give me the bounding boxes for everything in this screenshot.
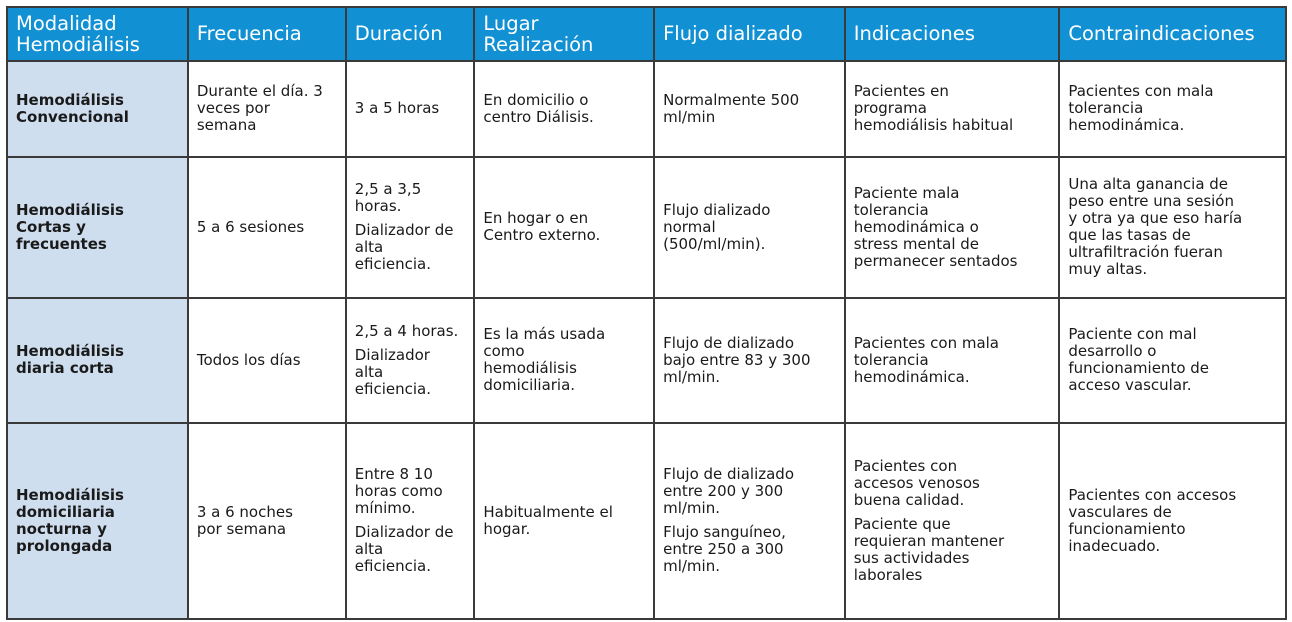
- cell-contraindicaciones: [1059, 61, 1286, 157]
- cell-indicaciones: [845, 423, 1060, 619]
- cell-text: Pacientes con mala tolerancia hemodinámica.: [853, 333, 1000, 386]
- cell-text: Entre 8 10 horas como mínimo.: [354, 465, 443, 517]
- row-modalidad: Hemodiálisis Cortas y frecuentes: [7, 157, 188, 298]
- cell-text: 3 a 5 horas: [354, 99, 440, 117]
- cell-frecuencia: [188, 61, 346, 157]
- header-frecuencia: Frecuencia: [188, 7, 346, 61]
- cell-duracion: [346, 298, 475, 423]
- cell-text: Todos los días: [196, 350, 301, 369]
- cell-text: Una alta ganancia de peso entre una sesión y otra ya que eso haría que las tasas de ultrafiltración fueran muy altas.: [1068, 175, 1243, 278]
- cell-frecuencia: [188, 423, 346, 619]
- header-modalidad: Modalidad Hemodiálisis: [7, 7, 188, 61]
- cell-text: Flujo de dializado bajo entre 83 y 300 ml/min.: [663, 333, 811, 386]
- cell-contraindicaciones: [1059, 157, 1286, 298]
- table-row: [7, 61, 1286, 157]
- cell-text: Flujo sanguíneo, entre 250 a 300 ml/min.: [663, 523, 786, 575]
- cell-text: 2,5 a 4 horas.: [354, 321, 459, 340]
- cell-duracion: [346, 423, 475, 619]
- cell-flujo: [654, 157, 845, 298]
- cell-indicaciones: [845, 61, 1060, 157]
- header-contraindicaciones: Contraindicaciones: [1059, 7, 1286, 61]
- cell-flujo: [654, 61, 845, 157]
- cell-lugar: [474, 298, 654, 423]
- cell-contraindicaciones: [1059, 298, 1286, 423]
- cell-text: 3 a 6 noches por semana: [196, 502, 293, 538]
- cell-lugar: [474, 157, 654, 298]
- cell-text: Pacientes con mala tolerancia hemodinámica.: [1068, 82, 1214, 134]
- cell-text: Paciente con mal desarrollo o funcionamiento de acceso vascular.: [1068, 325, 1210, 394]
- table-row: [7, 157, 1286, 298]
- cell-text: Pacientes con accesos venosos buena calidad.: [853, 456, 980, 509]
- hemodialysis-modalities-table: [6, 6, 1287, 620]
- cell-flujo: [654, 298, 845, 423]
- cell-text: Normalmente 500 ml/min: [663, 90, 800, 126]
- header-row: [7, 7, 1286, 61]
- cell-indicaciones: [845, 298, 1060, 423]
- row-modalidad: Hemodiálisis Convencional: [7, 61, 188, 157]
- table-row: [7, 298, 1286, 423]
- cell-text: Flujo de dializado entre 200 y 300 ml/min.: [663, 465, 795, 517]
- cell-text: 5 a 6 sesiones: [196, 217, 305, 236]
- cell-text: En hogar o en Centro externo.: [483, 209, 601, 244]
- cell-lugar: [474, 423, 654, 619]
- table-row: [7, 423, 1286, 619]
- cell-text: Paciente mala tolerancia hemodinámica o stress mental de permanecer sentados: [853, 183, 1018, 270]
- header-duracion: Duración: [346, 7, 475, 61]
- row-modalidad: Hemodiálisis diaria corta: [7, 298, 188, 423]
- cell-text: Dializador de alta eficiencia.: [354, 523, 454, 575]
- cell-text: Dializador alta eficiencia.: [354, 345, 431, 398]
- cell-flujo: [654, 423, 845, 619]
- cell-text: Paciente que requieran mantener sus actividades laborales: [853, 514, 1005, 584]
- cell-text: Flujo dializado normal (500/ml/min).: [663, 200, 771, 253]
- cell-text: Pacientes con accesos vasculares de funcionamiento inadecuado.: [1068, 485, 1237, 555]
- cell-frecuencia: [188, 298, 346, 423]
- cell-lugar: [474, 61, 654, 157]
- header-flujo: Flujo dializado: [654, 7, 845, 61]
- cell-indicaciones: [845, 157, 1060, 298]
- cell-duracion: [346, 61, 475, 157]
- cell-text: Durante el día. 3 veces por semana: [196, 82, 323, 134]
- cell-contraindicaciones: [1059, 423, 1286, 619]
- header-indicaciones: Indicaciones: [845, 7, 1060, 61]
- cell-duracion: [346, 157, 475, 298]
- header-lugar: Lugar Realización: [474, 7, 654, 61]
- cell-text: Es la más usada como hemodiálisis domiciliaria.: [483, 325, 606, 394]
- row-modalidad: Hemodiálisis domiciliaria nocturna y prolongada: [7, 423, 188, 619]
- cell-frecuencia: [188, 157, 346, 298]
- cell-text: Pacientes en programa hemodiálisis habitual: [853, 82, 1014, 134]
- cell-text: En domicilio o centro Diálisis.: [483, 90, 594, 126]
- cell-text: Dializador de alta eficiencia.: [354, 221, 454, 273]
- cell-text: Habitualmente el hogar.: [483, 502, 613, 538]
- cell-text: 2,5 a 3,5 horas.: [354, 180, 422, 215]
